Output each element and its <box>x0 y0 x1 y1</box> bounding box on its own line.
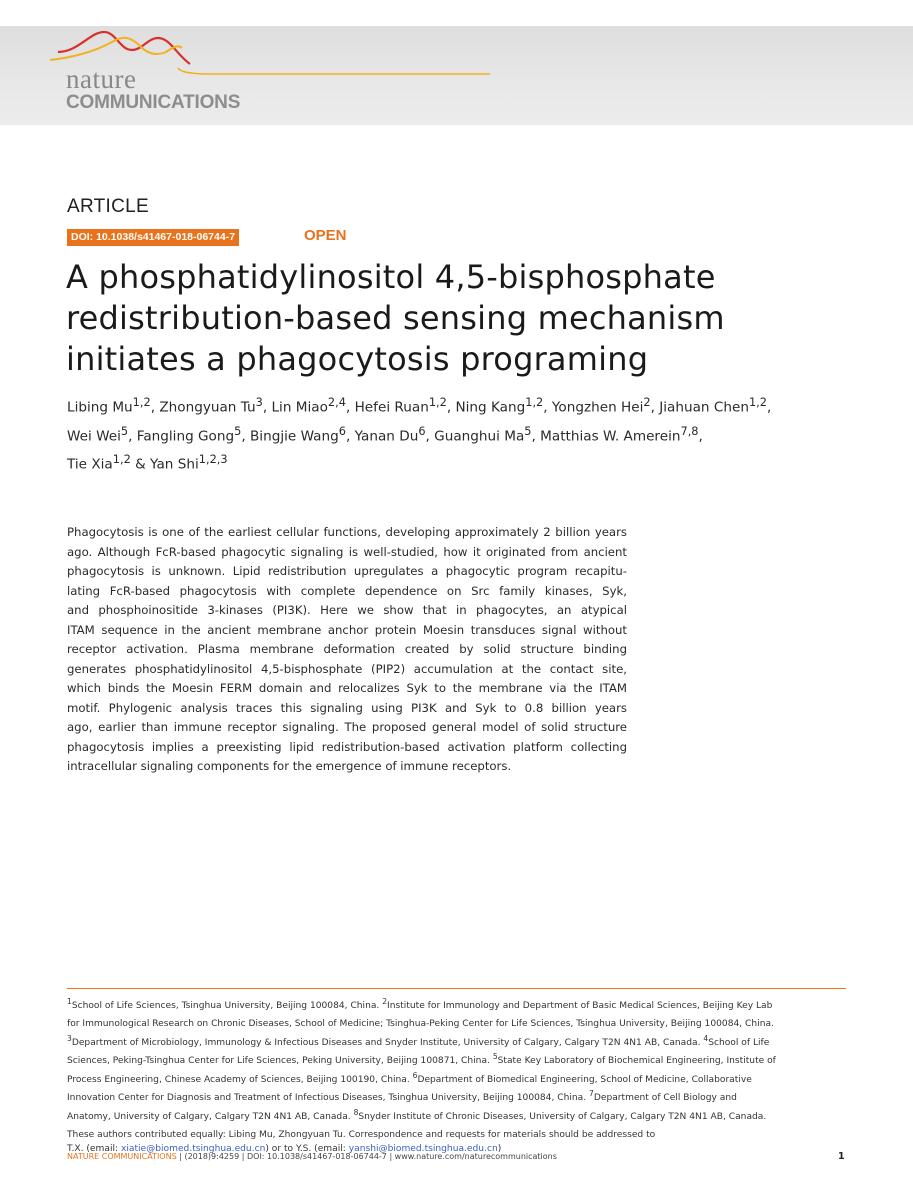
abstract <box>67 523 627 777</box>
affiliation-number: 2 <box>382 997 388 1006</box>
affiliation-text: These authors contributed equally: Libing Mu, Zhongyuan Tu. Correspondence and requests for materials should be addressed to <box>67 1130 656 1141</box>
email-link-yanshi[interactable]: yanshi@biomed.tsinghua.edu.cn <box>348 1143 498 1154</box>
affiliation-ref: 7,8 <box>680 423 699 438</box>
affiliation-ref: 6 <box>418 423 426 438</box>
affiliation-ref: 1,2 <box>428 395 447 409</box>
open-access-label: OPEN <box>304 227 347 244</box>
author-name[interactable]: , Zhongyuan Tu <box>150 399 256 416</box>
affiliation-ref: 1,2 <box>132 395 151 409</box>
affiliation-text: Innovation Center for Diagnosis and Treatment of Infectious Diseases, Tsinghua University, Beijing 100084, China. <box>67 1093 590 1104</box>
title-line: redistribution-based sensing mechanism <box>66 299 725 337</box>
doi-badge[interactable]: DOI: 10.1038/s41467-018-06744-7 <box>67 229 239 246</box>
affiliation-ref: 1,2 <box>112 452 131 467</box>
abstract-line: receptor activation. Plasma membrane deformation created by solid structure binding <box>67 642 627 656</box>
affiliation-text: Department of Microbiology, Immunology & Infectious Diseases and Snyder Institute, University of Calgary, Calgary T2N 4N1 AB, Canada. <box>71 1037 704 1048</box>
abstract-line: ago. Although FcR-based phagocytic signaling is well-studied, how it originated from ancient <box>67 544 627 559</box>
author-name[interactable]: , Guanghui Ma <box>425 428 525 445</box>
author-line <box>67 448 867 477</box>
email-link-xiatie[interactable]: xiatie@biomed.tsinghua.edu.cn <box>120 1143 266 1154</box>
page-footer <box>67 1152 846 1161</box>
author-name[interactable]: , Matthias W. Amerein <box>531 428 681 445</box>
footer-citation: | (2018)9:4259 | DOI: 10.1038/s41467-018-06744-7 | www.nature.com/naturecommunications <box>176 1152 557 1161</box>
abstract-line: intracellular signaling components for the emergence of immune receptors. <box>67 759 512 773</box>
affiliation-number: 3 <box>67 1033 72 1043</box>
author-separator: , <box>766 399 772 416</box>
author-name[interactable]: & Yan Shi <box>130 456 199 473</box>
affiliation-text: School of Life <box>708 1037 770 1048</box>
abstract-line: ITAM sequence in the ancient membrane anchor protein Moesin transduces signal without <box>67 622 627 637</box>
footnote-divider <box>67 988 846 989</box>
abstract-line: and phosphoinositide 3-kinases (PI3K). Here we show that in phagocytes, an atypical <box>67 603 627 617</box>
author-name[interactable]: , Yongzhen Hei <box>543 399 644 416</box>
author-name[interactable]: , Ning Kang <box>446 399 526 416</box>
author-line <box>67 420 867 449</box>
affiliation-text: Sciences, Peking-Tsinghua Center for Life Sciences, Peking University, Beijing 100871, China. <box>67 1056 493 1067</box>
affiliation-number: 4 <box>703 1033 709 1043</box>
title-line: A phosphatidylinositol 4,5-bisphosphate <box>66 258 716 296</box>
author-name[interactable]: , Hefei Ruan <box>345 399 429 416</box>
author-name[interactable]: , Jiahuan Chen <box>650 399 749 416</box>
logo-nature-text: nature <box>66 64 137 94</box>
affiliation-ref: 3 <box>255 395 263 409</box>
affiliation-text: Process Engineering, Chinese Academy of Sciences, Beijing 100190, China. <box>67 1074 413 1085</box>
affiliation-line <box>67 1069 857 1087</box>
abstract-line: phagocytosis implies a preexisting lipid redistribution-based activation platform collecting <box>67 739 627 754</box>
affiliation-text: School of Life Sciences, Tsinghua University, Beijing 100084, China. <box>71 1001 383 1012</box>
affiliation-line <box>67 1013 857 1031</box>
footer-journal-name: NATURE COMMUNICATIONS <box>67 1152 177 1161</box>
title-line: initiates a phagocytosis programing <box>66 340 649 378</box>
affiliation-text: State Key Laboratory of Biochemical Engineering, Institute of <box>497 1056 776 1067</box>
abstract-line: phagocytosis is unknown. Lipid redistribution upregulates a phagocytic program recapitu- <box>67 564 627 578</box>
author-line <box>67 391 867 420</box>
abstract-line: lating FcR-based phagocytosis with complete dependence on Src family kinases, Syk, <box>67 583 627 598</box>
affiliation-ref: 1,2 <box>748 395 767 409</box>
page-number: 1 <box>838 1151 845 1162</box>
affiliation-line <box>67 1106 857 1124</box>
logo-communications-text: COMMUNICATIONS <box>66 92 241 113</box>
author-name[interactable]: , Fangling Gong <box>128 428 235 445</box>
affiliation-number: 7 <box>589 1089 594 1099</box>
affiliation-text: Department of Biomedical Engineering, School of Medicine, Collaborative <box>417 1074 752 1085</box>
affiliation-ref: 1,2,3 <box>198 452 228 467</box>
affiliation-ref: 5 <box>120 423 129 438</box>
article-title <box>66 257 846 380</box>
affiliation-line <box>67 1124 857 1142</box>
affiliation-number: 5 <box>492 1052 498 1062</box>
affiliation-ref: 5 <box>234 423 242 438</box>
abstract-line: Phagocytosis is one of the earliest cellular functions, developing approximately 2 billion years <box>67 525 627 539</box>
affiliation-line <box>67 1050 857 1068</box>
author-name[interactable]: Tie Xia <box>67 456 113 473</box>
affiliation-ref: 6 <box>338 423 346 438</box>
contact-middle: ) or to Y.S. (email: <box>265 1143 349 1154</box>
affiliation-ref: 2,4 <box>327 395 346 409</box>
affiliation-text: for Immunological Research on Chronic Diseases, School of Medicine; Tsinghua-Peking Center for Life Sciences, Tsinghua University, Beijing 100084, China. <box>67 1019 774 1030</box>
affiliation-ref: 1,2 <box>525 395 544 409</box>
affiliation-number: 6 <box>412 1070 418 1080</box>
affiliation-text: Anatomy, University of Calgary, Calgary T2N 4N1 AB, Canada. <box>67 1111 354 1122</box>
affiliation-number: 8 <box>353 1107 359 1117</box>
affiliation-text: Department of Cell Biology and <box>593 1093 737 1104</box>
author-name[interactable]: , Lin Miao <box>262 399 328 416</box>
author-name[interactable]: Libing Mu <box>67 399 133 416</box>
author-separator: , <box>698 428 703 445</box>
affiliation-ref: 5 <box>524 423 532 438</box>
affiliations <box>67 995 857 1156</box>
abstract-line: ago, earlier than immune receptor signaling. The proposed general model of solid structure <box>67 720 627 734</box>
affiliation-line <box>67 1032 857 1050</box>
abstract-line: which binds the Moesin FERM domain and relocalizes Syk to the membrane via the ITAM <box>67 681 627 695</box>
abstract-line: generates phosphatidylinositol 4,5-bisphosphate (PIP2) accumulation at the contact site, <box>67 661 627 676</box>
affiliation-text: Snyder Institute of Chronic Diseases, University of Calgary, Calgary T2N 4N1 AB, Canada. <box>358 1111 767 1122</box>
author-name[interactable]: , Yanan Du <box>345 428 419 445</box>
abstract-line: motif. Phylogenic analysis traces this signaling using PI3K and Syk to 0.8 billion years <box>67 700 627 715</box>
affiliation-line <box>67 995 857 1013</box>
contact-suffix: ) <box>497 1143 502 1154</box>
article-type: ARTICLE <box>67 196 149 217</box>
affiliation-ref: 2 <box>643 395 651 409</box>
affiliation-number: 1 <box>67 997 72 1006</box>
author-name[interactable]: Wei Wei <box>67 428 121 445</box>
contact-prefix: T.X. (email: <box>67 1143 121 1154</box>
author-name[interactable]: , Bingjie Wang <box>241 428 339 445</box>
affiliation-text: Institute for Immunology and Department of Basic Medical Sciences, Beijing Key Lab <box>387 1001 773 1012</box>
affiliation-line <box>67 1087 857 1105</box>
author-list <box>67 391 867 477</box>
